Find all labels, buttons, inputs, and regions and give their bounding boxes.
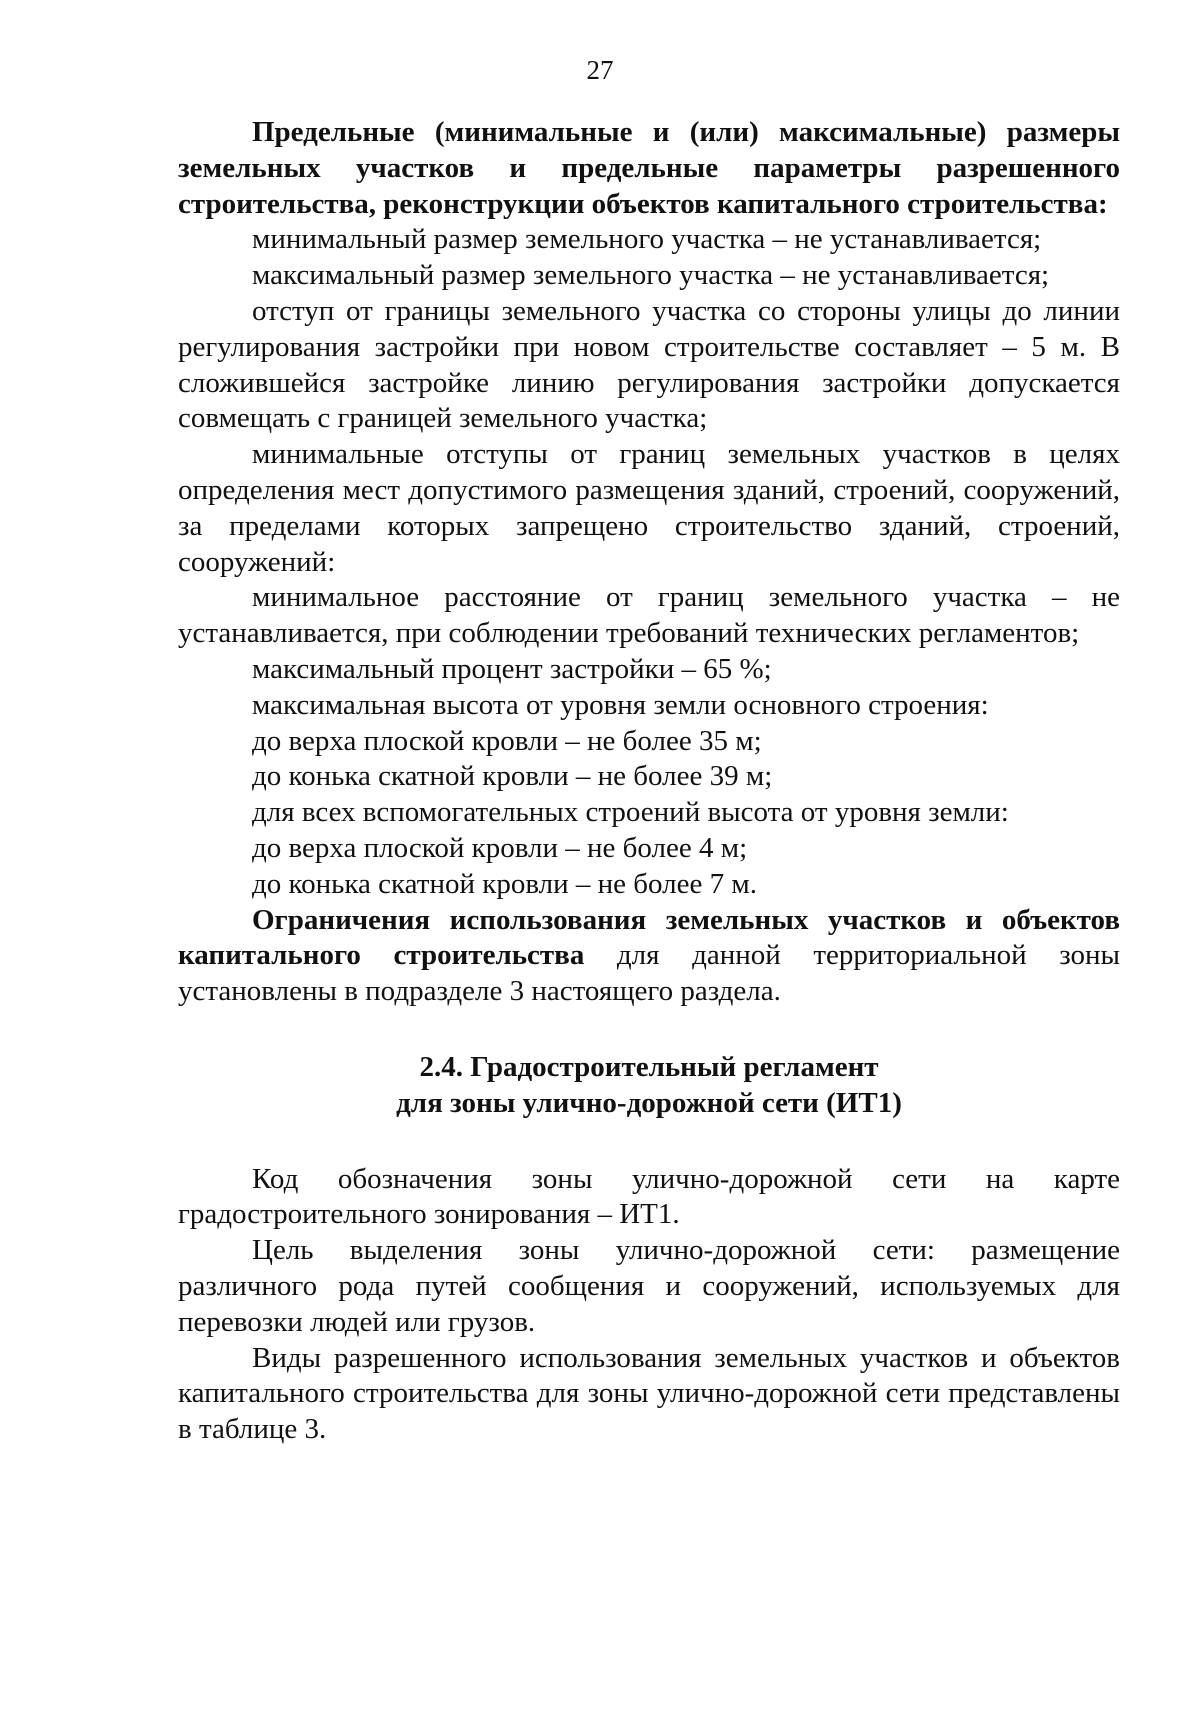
limits-item-street-setback: отступ от границы земельного участка со стороны улицы до линии регулирования застройки при новом строительстве составляет – 5 м. В сложившейся застройке линию регулирования застройки допускается совмещать с границей земельного участка; — [178, 294, 1120, 435]
zone-purpose-paragraph: Цель выделения зоны улично-дорожной сети: размещение различного рода путей сообщения и сооружений, используемых для перевозки людей или грузов. — [178, 1234, 1120, 1338]
limits-item-min-size: минимальный размер земельного участка – не устанавливается; — [252, 223, 1042, 256]
limits-item-flat-roof-aux: до верха плоской кровли – не более 4 м; — [252, 831, 748, 864]
limits-item-pitched-roof-main: до конька скатной кровли – не более 39 м; — [252, 760, 773, 793]
limits-item-min-setbacks: минимальные отступы от границ земельных участков в целях определения мест допустимого размещения зданий, строений, сооружений, за пределами которых запрещено строительство зданий, строений, сооружений: — [178, 438, 1120, 578]
restrictions-rest-text: для данной территориальной зоны установлены в подразделе 3 настоящего раздела. — [178, 939, 1120, 1008]
limits-item-max-height-main: максимальная высота от уровня земли основного строения: — [252, 688, 989, 721]
limits-item-aux-height: для всех вспомогательных строений высота от уровня земли: — [252, 796, 1009, 829]
document-body — [178, 115, 1120, 1448]
section-title-line-2: для зоны улично-дорожной сети (ИТ1) — [396, 1086, 902, 1119]
limits-item-pitched-roof-aux: до конька скатной кровли – не более 7 м. — [252, 867, 757, 900]
section-title — [178, 1050, 1120, 1122]
limits-heading: Предельные (минимальные и (или) максимальные) размеры земельных участков и предельные параметры разрешенного строительства, реконструкции объектов капитального строительства: — [178, 116, 1120, 220]
zone-code-paragraph: Код обозначения зоны улично-дорожной сети на карте градостроительного зонирования – ИТ1. — [178, 1162, 1120, 1231]
page-number: 27 — [586, 55, 614, 85]
restrictions-bold-text: Ограничения использования земельных участков и объектов капитального строительства — [178, 903, 1120, 972]
section-title-line-1: 2.4. Градостроительный регламент — [419, 1050, 879, 1083]
limits-item-flat-roof-main: до верха плоской кровли – не более 35 м; — [252, 724, 762, 757]
restrictions-paragraph — [178, 903, 1120, 1010]
limits-item-max-size: максимальный размер земельного участка – не устанавливается; — [252, 259, 1050, 292]
zone-usage-paragraph: Виды разрешенного использования земельных участков и объектов капитального строительства для зоны улично-дорожной сети представлены в таблице 3. — [178, 1341, 1120, 1446]
limits-item-min-distance: минимальное расстояние от границ земельного участка – не устанавливается, при соблюдении требований технических регламентов; — [178, 581, 1120, 650]
limits-item-max-coverage: максимальный процент застройки – 65 %; — [252, 652, 772, 685]
